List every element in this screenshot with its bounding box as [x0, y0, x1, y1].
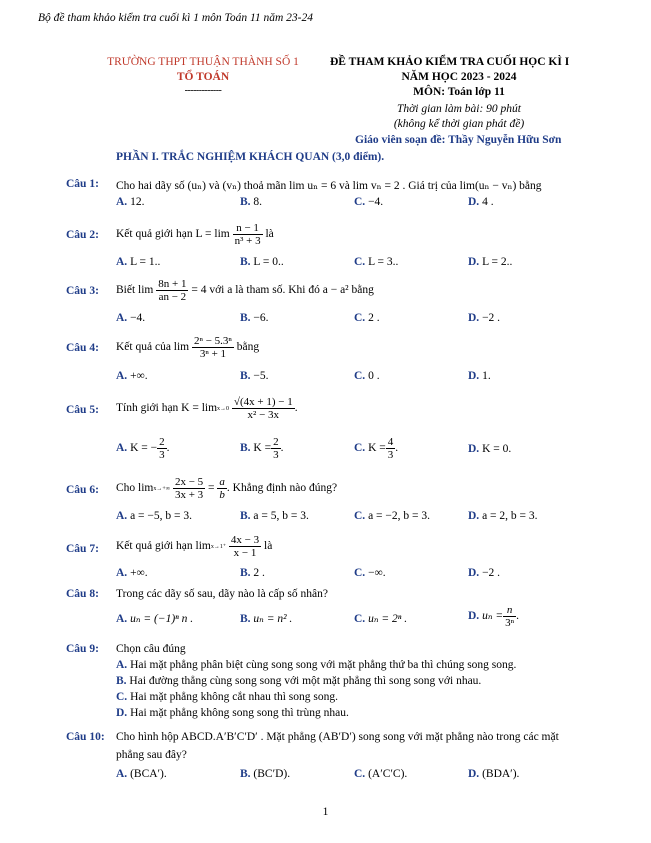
- option-label: D.: [468, 567, 480, 579]
- fraction-denominator: an − 2: [158, 291, 187, 304]
- question-number: Câu 5:: [66, 404, 99, 416]
- question-number: Câu 1:: [66, 178, 99, 190]
- option-b: [240, 196, 262, 208]
- question-text: Chọn câu đúng: [116, 643, 186, 655]
- option-label: A.: [116, 768, 128, 780]
- question-number: Câu 2:: [66, 229, 99, 241]
- question-text: Cho hình hộp ABCD.A′B′C′D′ . Mặt phẳng (AB′D′) song song với mặt phẳng nào trong các mặt: [116, 731, 559, 743]
- option-c: [354, 312, 380, 324]
- question-text: [116, 278, 374, 303]
- option-d: [468, 567, 500, 579]
- option-c: [354, 567, 386, 579]
- option-d: [468, 443, 511, 455]
- fraction-numerator: 2ⁿ − 5.3ⁿ: [194, 335, 232, 347]
- statement-text: Hai mặt phẳng không cắt nhau thì song song.: [130, 691, 338, 703]
- option-label: C.: [354, 196, 366, 208]
- option-c: [354, 611, 407, 625]
- option-b: [240, 768, 290, 780]
- option-b: [240, 611, 292, 625]
- question-text-pre: Kết quả của lim: [116, 341, 190, 354]
- option-a: [116, 567, 148, 579]
- option-label: D.: [468, 370, 480, 382]
- option-d: [468, 256, 512, 268]
- option-label: A.: [116, 442, 128, 455]
- limit-subscript: [217, 406, 229, 412]
- statement-text: Hai đường thẳng cùng song song với một mặt phẳng thì song song với nhau.: [129, 675, 482, 687]
- option-d: [468, 604, 519, 629]
- fraction-denominator: 3x + 3: [174, 489, 204, 502]
- option-text: L = 1..: [130, 256, 161, 268]
- option-text: −∞.: [368, 567, 386, 579]
- option-label: C.: [354, 370, 366, 382]
- statement-label: D.: [116, 707, 128, 719]
- option-label: B.: [240, 196, 251, 208]
- fraction-denominator: b: [219, 489, 225, 502]
- option-text: a = 2, b = 3.: [482, 510, 538, 522]
- school-name: TRƯỜNG THPT THUẬN THÀNH SỐ 1: [107, 56, 299, 68]
- option-text: uₙ =: [482, 610, 504, 623]
- fraction: [173, 476, 205, 501]
- fraction-numerator: 4: [387, 436, 394, 448]
- question-number: Câu 8:: [66, 588, 99, 600]
- fraction: [233, 222, 263, 247]
- option-label: D.: [468, 510, 480, 522]
- option-label: D.: [468, 768, 480, 780]
- fraction: [232, 396, 295, 421]
- option-a: [116, 196, 144, 208]
- fraction-denominator: x² − 3x: [247, 409, 280, 422]
- option-label: C.: [354, 768, 366, 780]
- option-text: −6.: [253, 312, 269, 324]
- option-a: [116, 312, 145, 324]
- exam-duration: Thời gian làm bài: 90 phút: [396, 103, 522, 115]
- option-text: K =: [253, 442, 272, 455]
- option-text: uₙ = n² .: [253, 613, 293, 625]
- question-text-pre: Kết quả giới hạn L = lim: [116, 228, 230, 241]
- department-name: TỔ TOÁN: [176, 71, 230, 83]
- option-label: D.: [468, 196, 480, 208]
- option-d: [468, 312, 500, 324]
- option-label: B.: [240, 312, 251, 324]
- option-label: C.: [354, 567, 366, 579]
- question-text-pre: Biết lim: [116, 284, 154, 297]
- option-label: B.: [240, 567, 251, 579]
- question-text-post: là: [265, 228, 274, 241]
- statement-label: A.: [116, 659, 128, 671]
- option-suffix: .: [516, 610, 519, 623]
- option-a: [116, 510, 192, 522]
- question-text: [116, 222, 274, 247]
- option-a: [116, 768, 167, 780]
- option-a: [116, 611, 193, 625]
- exam-title: ĐỀ THAM KHẢO KIỂM TRA CUỐI HỌC KÌ I: [330, 56, 570, 68]
- fraction-numerator: n − 1: [233, 222, 263, 235]
- fraction-denominator: 3: [387, 449, 394, 462]
- subject: MÔN: Toán lớp 11: [413, 86, 505, 98]
- question-text-post: . Khẳng định nào đúng?: [226, 482, 338, 495]
- option-text: −2 .: [482, 312, 501, 324]
- fraction-numerator: 2x − 5: [174, 476, 204, 488]
- fraction: [229, 534, 261, 559]
- option-label: A.: [116, 196, 128, 208]
- fraction-denominator: 3: [159, 449, 165, 462]
- option-text: K =: [368, 442, 386, 455]
- question-number: Câu 3:: [66, 285, 99, 297]
- option-label: B.: [240, 442, 251, 455]
- option-a: [116, 370, 148, 382]
- option-label: A.: [116, 567, 128, 579]
- limit-subscript: [211, 544, 226, 550]
- question-text-post: là: [264, 540, 273, 553]
- fraction: [271, 436, 281, 461]
- option-label: C.: [354, 442, 366, 455]
- option-text: (BC′D).: [253, 768, 291, 780]
- option-text: 2 .: [368, 312, 380, 324]
- option-d: [468, 768, 519, 780]
- statement-a: [116, 659, 516, 671]
- question-number: Câu 4:: [66, 342, 99, 354]
- option-text: 1.: [482, 370, 491, 382]
- option-label: B.: [240, 256, 251, 268]
- question-text: [116, 396, 298, 421]
- statement-label: C.: [116, 691, 128, 703]
- option-text: −5.: [253, 370, 269, 382]
- option-text: −4.: [130, 312, 146, 324]
- limit-subscript: [153, 486, 170, 492]
- option-label: B.: [240, 613, 251, 625]
- option-text: −4.: [368, 196, 384, 208]
- option-text: L = 3..: [368, 256, 399, 268]
- option-label: C.: [354, 613, 366, 625]
- option-c: [354, 436, 398, 461]
- document-banner: Bộ đề tham khảo kiểm tra cuối kì 1 môn Toán 11 năm 23-24: [38, 12, 314, 24]
- statement-d: [116, 707, 349, 719]
- option-text: uₙ = (−1)ⁿ n .: [130, 613, 194, 625]
- fraction: [157, 436, 167, 461]
- option-label: B.: [240, 510, 251, 522]
- fraction-numerator: 2: [273, 436, 279, 448]
- option-d: [468, 196, 494, 208]
- option-text: L = 0..: [253, 256, 284, 268]
- header-divider: -------------: [184, 85, 222, 96]
- option-label: B.: [240, 370, 251, 382]
- fraction-numerator: 8n + 1: [158, 278, 187, 290]
- option-text: L = 2..: [482, 256, 513, 268]
- question-text: Trong các dãy số sau, dãy nào là cấp số nhân?: [116, 588, 328, 600]
- option-b: [240, 370, 269, 382]
- option-text: +∞.: [130, 567, 148, 579]
- statement-label: B.: [116, 675, 127, 687]
- option-b: [240, 436, 283, 461]
- section-title: PHẦN I. TRẮC NGHIỆM KHÁCH QUAN (3,0 điểm).: [116, 151, 385, 163]
- fraction: [386, 436, 399, 462]
- statement-text: Hai mặt phẳng không song song thì trùng nhau.: [130, 707, 349, 719]
- option-label: C.: [354, 256, 366, 268]
- fraction-numerator: a: [219, 476, 225, 488]
- option-text: uₙ = 2ⁿ .: [368, 613, 408, 625]
- option-b: [240, 510, 309, 522]
- option-text: 12.: [130, 196, 145, 208]
- question-text: [116, 534, 272, 559]
- fraction: [503, 604, 516, 629]
- option-text: K = 0.: [482, 443, 512, 455]
- fraction: [217, 476, 227, 501]
- question-text: Cho hai dãy số (uₙ) và (vₙ) thoả mãn lim uₙ = 6 và lim vₙ = 2 . Giá trị của lim(uₙ − vₙ) bằng: [116, 180, 542, 192]
- question-text-pre: Kết quả giới hạn lim: [116, 540, 211, 553]
- option-label: A.: [116, 510, 128, 522]
- option-label: A.: [116, 256, 128, 268]
- question-number: Câu 6:: [66, 484, 99, 496]
- option-c: [354, 768, 407, 780]
- question-text-post: .: [294, 402, 298, 415]
- statement-b: [116, 675, 481, 687]
- question-number: Câu 10:: [66, 731, 105, 743]
- author: Giáo viên soạn đề: Thầy Nguyễn Hữu Sơn: [355, 134, 562, 146]
- fraction-numerator: 2: [159, 436, 165, 448]
- fraction-numerator: √(4x + 1) − 1: [233, 396, 293, 408]
- option-text: a = −5, b = 3.: [130, 510, 192, 522]
- option-text: (BDA′).: [482, 768, 520, 780]
- question-text-post: = 4 với a là tham số. Khi đó a − a² bằng: [191, 284, 374, 297]
- option-a: [116, 436, 169, 461]
- limit-variable: x→1⁺: [210, 543, 227, 550]
- option-b: [240, 567, 265, 579]
- question-text-pre: Tính giới hạn K = lim: [116, 402, 218, 415]
- option-d: [468, 510, 538, 522]
- option-c: [354, 370, 380, 382]
- option-label: C.: [354, 510, 366, 522]
- fraction: [156, 278, 188, 303]
- fraction-denominator: 3ⁿ + 1: [199, 348, 227, 361]
- question-number: Câu 7:: [66, 543, 99, 555]
- question-text: Cho lim x→+∞ $\frac{2x - 5}{3x + 3}$ = $\frac{a}{b}$ . Khẳng định nào đúng?: [116, 476, 338, 502]
- option-label: D.: [468, 256, 480, 268]
- school-year: NĂM HỌC 2023 - 2024: [401, 71, 517, 83]
- option-b: [240, 312, 269, 324]
- option-label: D.: [468, 610, 480, 623]
- fraction-denominator: 3ⁿ: [505, 617, 515, 630]
- option-text: K = −: [130, 442, 158, 455]
- question-text: [116, 335, 259, 360]
- fraction-numerator: 4x − 3: [230, 534, 260, 546]
- option-label: A.: [116, 370, 128, 382]
- exam-duration-note: (không kể thời gian phát đề): [393, 118, 525, 130]
- statement-c: [116, 691, 338, 703]
- question-text-pre: Cho lim: [116, 482, 154, 495]
- question-text-post: bằng: [236, 341, 260, 354]
- question-text-continued: phẳng sau đây?: [116, 749, 187, 761]
- option-text: 0 .: [368, 370, 380, 382]
- fraction-denominator: x − 1: [233, 547, 257, 560]
- option-label: A.: [116, 312, 128, 324]
- option-text: a = 5, b = 3.: [253, 510, 309, 522]
- option-d: [468, 370, 491, 382]
- page-number: 1: [322, 806, 329, 818]
- option-suffix: .: [395, 442, 399, 455]
- option-suffix: .: [280, 442, 284, 455]
- option-label: D.: [468, 443, 480, 455]
- option-c: [354, 510, 430, 522]
- fraction-denominator: n³ + 3: [234, 235, 261, 248]
- option-text: a = −2, b = 3.: [368, 510, 430, 522]
- fraction-numerator: n: [503, 604, 516, 617]
- option-c: [354, 196, 383, 208]
- option-label: C.: [354, 312, 366, 324]
- fraction: [192, 335, 234, 360]
- option-b: [240, 256, 284, 268]
- option-text: 2 .: [253, 567, 265, 579]
- question-number: Câu 9:: [66, 643, 99, 655]
- statement-text: Hai mặt phẳng phân biệt cùng song song với mặt phẳng thứ ba thì chúng song song.: [130, 659, 517, 671]
- fraction-denominator: 3: [273, 449, 279, 462]
- option-text: (BCA′).: [130, 768, 167, 780]
- limit-variable: x→+∞: [153, 485, 171, 492]
- option-suffix: .: [166, 442, 170, 455]
- limit-variable: x→0: [217, 405, 230, 412]
- option-text: −2 .: [482, 567, 501, 579]
- option-c: [354, 256, 398, 268]
- option-label: D.: [468, 312, 480, 324]
- option-text: 8.: [253, 196, 263, 208]
- option-label: A.: [116, 613, 128, 625]
- option-text: (A′C′C).: [368, 768, 408, 780]
- option-a: [116, 256, 160, 268]
- option-text: +∞.: [130, 370, 148, 382]
- option-text: 4 .: [482, 196, 494, 208]
- option-label: B.: [240, 768, 251, 780]
